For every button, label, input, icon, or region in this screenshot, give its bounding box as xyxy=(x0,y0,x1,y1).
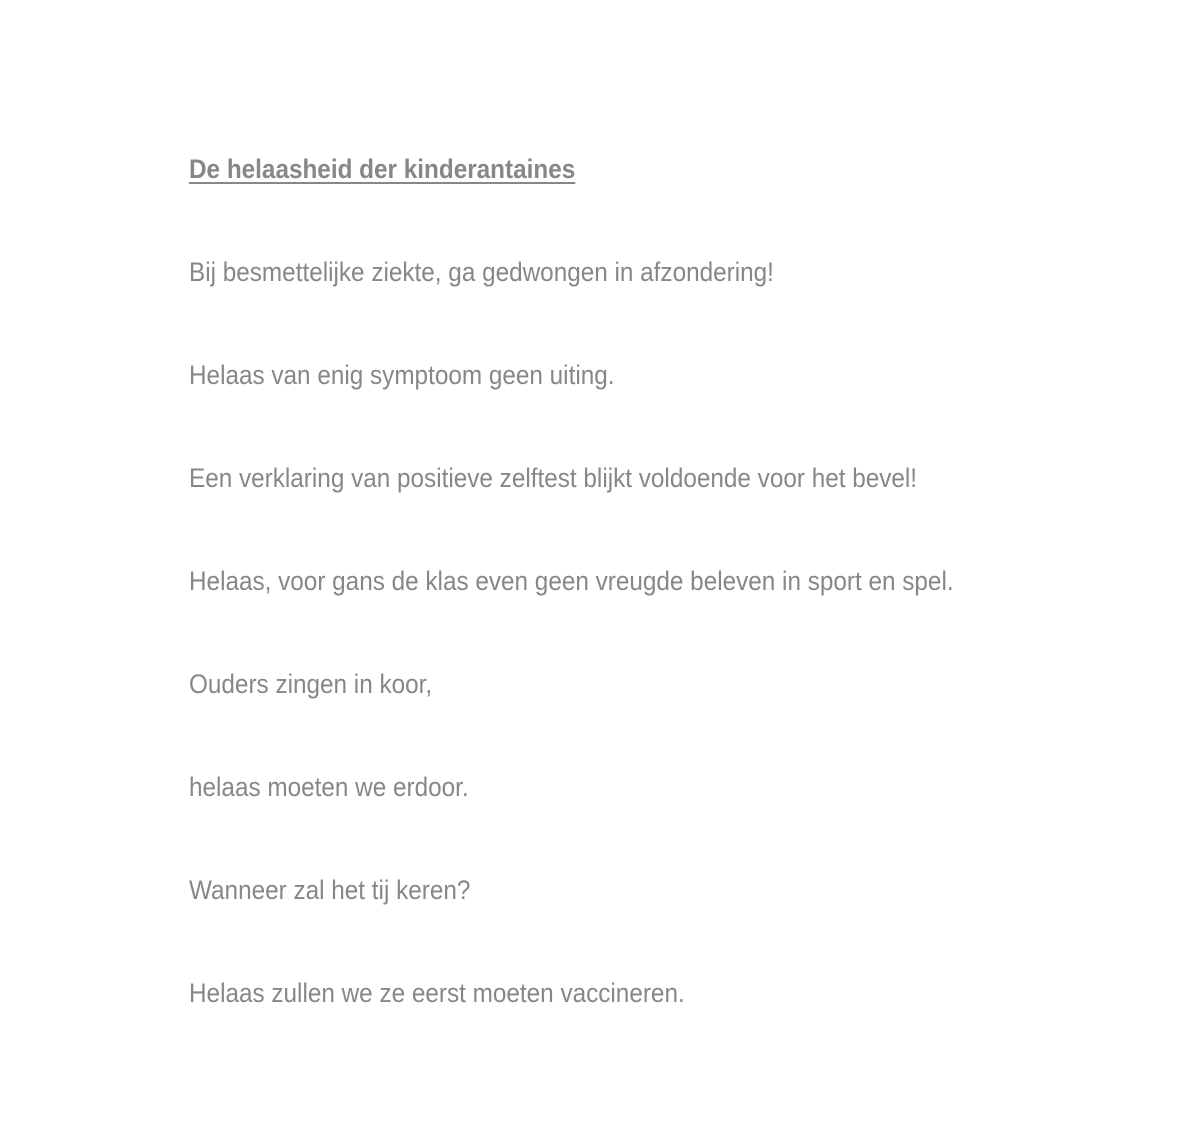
poem-line: Een verklaring van positieve zelftest blijkt voldoende voor het bevel! xyxy=(189,463,918,493)
poem-line: helaas moeten we erdoor. xyxy=(189,772,469,802)
poem-line: Helaas zullen we ze eerst moeten vaccineren. xyxy=(189,978,685,1008)
poem-line: Wanneer zal het tij keren? xyxy=(189,875,471,905)
poem-line: Helaas van enig symptoom geen uiting. xyxy=(189,360,615,390)
poem-title: De helaasheid der kinderantaines xyxy=(189,154,576,184)
poem-line: Ouders zingen in koor, xyxy=(189,669,433,699)
poem-lines xyxy=(189,253,1053,1012)
poem xyxy=(189,150,1053,1012)
poem-line: Helaas, voor gans de klas even geen vreugde beleven in sport en spel. xyxy=(189,566,954,596)
poem-line: Bij besmettelijke ziekte, ga gedwongen in afzondering! xyxy=(189,257,774,287)
